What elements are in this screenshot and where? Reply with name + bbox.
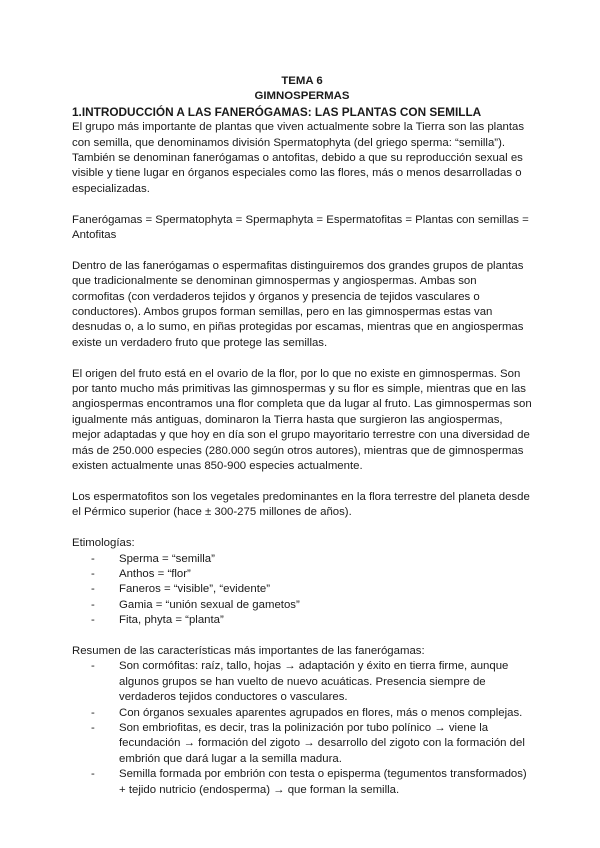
etymology-list — [72, 552, 532, 629]
list-item — [72, 598, 532, 613]
section-heading: 1.INTRODUCCIÓN A LAS FANERÓGAMAS: LAS PLANTAS CON SEMILLA — [72, 104, 482, 119]
list-item-text: Semilla formada por embrión con testa o episperma (tegumentos transformados) + tejido nutricio (endosperma) → que forman la semilla. — [119, 768, 527, 796]
list-item-text: Son cormófitas: raíz, tallo, hojas → adaptación y éxito en tierra firme, aunque algunos grupos se han vuelto de nuevo acuáticas. Presencia siempre de verdaderos tejidos conductores o vasculares. — [119, 660, 509, 704]
etymology-title: Etimologías: — [72, 537, 135, 550]
list-item-text: Fita, phyta = “planta” — [119, 614, 224, 627]
dash-bullet: - — [91, 721, 95, 734]
summary-list — [72, 659, 532, 798]
paragraph-synonyms: Fanerógamas = Spermatophyta = Spermaphyta = Espermatofitas = Plantas con semillas = Antofitas — [72, 213, 529, 242]
list-item — [72, 552, 532, 567]
paragraph-intro: El grupo más importante de plantas que viven actualmente sobre la Tierra son las plantas con semilla, que denominamos división Spermatophyta (del griego sperma: “semilla”). También se denominan fanerógamas o antofitas, debido a que su reproducción sexual es visible y tiene lugar en órganos especiales como las flores, más o menos desarrolladas o especializadas. — [72, 121, 525, 195]
list-item — [72, 706, 532, 721]
dash-bullet: - — [91, 660, 95, 673]
list-item — [72, 567, 532, 582]
list-item — [72, 721, 532, 767]
list-item-text: Gamia = “unión sexual de gametos” — [119, 598, 300, 611]
tema-number: TEMA 6 — [281, 75, 323, 87]
list-item-text: Son embriofitas, es decir, tras la polinización por tubo polínico → viene la fecundación → formación del zigoto → desarrollo del zigoto con la formación del embrión que dará lugar a la semilla madura. — [119, 721, 525, 765]
list-item-text: Con órganos sexuales aparentes agrupados en flores, más o menos complejas. — [119, 706, 523, 719]
summary-title: Resumen de las características más importantes de las fanerógamas: — [72, 644, 425, 657]
list-item-text: Sperma = “semilla” — [119, 552, 215, 565]
list-item — [72, 659, 532, 705]
list-item-text: Faneros = “visible”, “evidente” — [119, 583, 270, 596]
paragraph-permian: Los espermatofitos son los vegetales predominantes en la flora terrestre del planeta desde el Pérmico superior (hace ± 300-275 millones de años). — [72, 490, 530, 519]
dash-bullet: - — [91, 706, 95, 719]
document-title: GIMNOSPERMAS — [254, 90, 350, 103]
dash-bullet: - — [91, 598, 95, 611]
paragraph-fruit-origin: El origen del fruto está en el ovario de la flor, por lo que no existe en gimnospermas. Son por tanto mucho más primitivas las gimnospermas y su flor es simple, mientras que en las angiospermas encontramos una flor completa que da lugar al fruto. Las gimnospermas son igualmente más antiguas, dominaron la Tierra hasta que surgieron las angiospermas, mejor adaptadas y que hoy en día son el grupo mayoritario terrestre con una diversidad de más de 250.000 especies (280.000 según otros autores), mientras que de gimnospermas existen actualmente unas 850-900 especies actualmente. — [72, 367, 532, 473]
dash-bullet: - — [91, 552, 95, 565]
list-item — [72, 582, 532, 597]
dash-bullet: - — [91, 614, 95, 627]
document-content — [72, 74, 532, 813]
dash-bullet: - — [91, 768, 95, 781]
list-item-text: Anthos = “flor” — [119, 567, 191, 580]
dash-bullet: - — [91, 567, 95, 580]
paragraph-groups: Dentro de las fanerógamas o espermafitas distinguiremos dos grandes grupos de plantas que tradicionalmente se denominan gimnospermas y angiospermas. Ambas son cormofitas (con verdaderos tejidos y órganos y presencia de tejidos vasculares o conductores). Ambos grupos forman semillas, pero en las gimnospermas estas van desnudas o, a lo sumo, en piñas protegidas por escamas, mientras que en angiospermas existe un verdadero fruto que protege las semillas. — [72, 259, 524, 349]
list-item — [72, 613, 532, 628]
list-item — [72, 767, 532, 798]
dash-bullet: - — [91, 583, 95, 596]
